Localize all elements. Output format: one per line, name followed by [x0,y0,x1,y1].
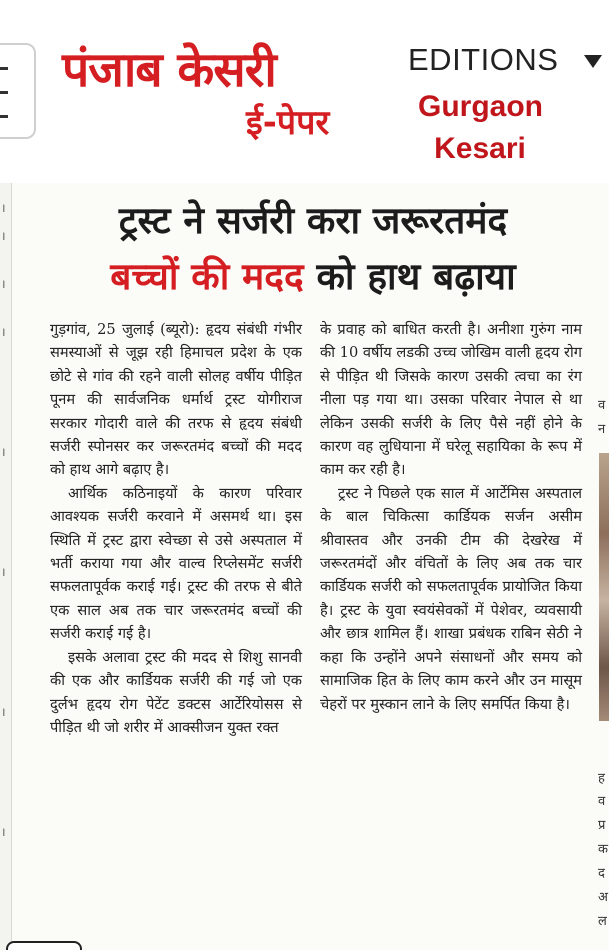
hamburger-menu-icon[interactable] [0,43,36,139]
article-column-middle [320,318,582,716]
cut-text-fragment: । [1,201,6,215]
cut-text-fragment: । [1,565,6,579]
cut-text-fragment: । [1,445,6,459]
headline-line-2 [18,249,608,305]
cut-text-fragment: । [1,229,6,243]
cut-text-fragment: प्र [598,818,606,833]
epaper-page[interactable] [0,183,609,950]
headline-line-1: ट्रस्ट ने सर्जरी करा जरूरतमंद [118,199,508,242]
cut-text-fragment: । [1,325,6,339]
cut-text-fragment: ल [598,914,607,929]
menu-bar [0,67,8,70]
editions-label: EDITIONS [408,42,559,77]
article-paragraph: आर्थिक कठिनाइयों के कारण परिवार आवश्यक सर्जरी करवाने में असमर्थ था। इस स्थिति में ट्रस्ट द्वारा स्वेच्छा से उसे अस्पताल में भर्ती कराया गया और वाल्व रिप्लेसमेंट सर्जरी सफलतापूर्वक कराई गई। ट्रस्ट की तरफ से बीते एक साल अब तक चार जरूरतमंद बच्चों की सर्जरी कराई गई है। [50,484,302,643]
menu-bar [0,91,8,94]
logo-main-text: पंजाब केसरी [62,42,276,98]
article-paragraph: ट्रस्ट ने पिछले एक साल में आर्टेमिस अस्पताल के बाल चिकित्सा कार्डियक सर्जन असीम श्रीवास्तव और उनकी टीम की देखरेख में जरूरतमंदों और वंचितों के लिए अब तक चार कार्डियक सर्जरी को सफलतापूर्वक प्रायोजित किया है। ट्रस्ट के युवा स्वयंसेवकों में पेशेवर, व्यवसायी और छात्र शामिल हैं। शाखा प्रबंधक राबिन सेठी ने कहा कि उन्होंने अपने संसाधनों और समय को सामाजिक हित के लिए काम करने और उन मासूम चेहरों पर मुस्कान लाने के लिए समर्पित किया है। [320,484,582,713]
article-paragraph: के प्रवाह को बाधित करती है। अनीशा गुरुंग नाम की 10 वर्षीय लडकी उच्च जोखिम वाली हृदय रोग से पीड़ित थी जिसके कारण उसकी त्वचा का रंग नीला पड़ गया था। उसका परिवार नेपाल से था लेकिन उसकी सर्जरी के लिए पैसे नहीं होने के कारण वह लुधियाना में घरेलू सहायिका के रूप में काम कर रही है। [320,321,582,479]
headline-rest: को हाथ बढ़ाया [316,255,516,298]
editions-dropdown[interactable] [408,40,608,80]
cut-text-fragment: अ [598,890,608,905]
cut-text-fragment: । [1,277,6,291]
app-header [0,0,609,183]
cut-text-fragment: । [1,825,6,839]
punjab-kesari-logo[interactable] [56,30,376,150]
cut-text-fragment: व [598,398,606,413]
menu-bar [0,115,8,118]
chevron-down-icon [584,55,602,68]
logo-epaper-text: ई-पेपर [246,103,330,143]
cut-text-fragment: क [598,842,608,857]
article-column-left [50,318,302,739]
article-paragraph: इसके अलावा ट्रस्ट की मदद से शिशु सानवी की एक और कार्डियक सर्जरी की गई जो एक दुर्लभ हृदय रोग पेटेंट डक्टस आर्टेरियोसस से पीड़ित थी जो शरीर में आक्सीजन युक्त रक्त [50,648,302,736]
cut-text-fragment: न [598,422,606,437]
article-headline [18,193,608,305]
adjacent-article-edge [0,183,12,950]
cut-text-fragment: ह [598,771,605,786]
adjacent-photo-edge [599,453,609,721]
cut-text-fragment: द [598,866,605,881]
selected-edition[interactable]: Gurgaon Kesari [418,90,543,165]
cut-text-fragment: व [598,794,606,809]
article-paragraph: गुड़गांव, 25 जुलाई (ब्यूरो): हृदय संबंधी गंभीर समस्याओं से जूझ रही हिमाचल प्रदेश के एक छोटे से गांव की रहने वाली सोलह वर्षीय पीड़ित पूनम की सार्वजनिक धर्मार्थ ट्रस्ट योगीराज सरकार गोदारी वाले की तरफ से हृदय संबंधी सर्जरी स्पोनसर कर जरूरतमंद बच्चों की मदद को हाथ आगे बढ़ाए है। [50,321,302,479]
bottom-page-tab[interactable] [6,941,82,950]
headline-highlight: बच्चों की मदद [110,255,304,298]
cut-text-fragment: । [1,705,6,719]
